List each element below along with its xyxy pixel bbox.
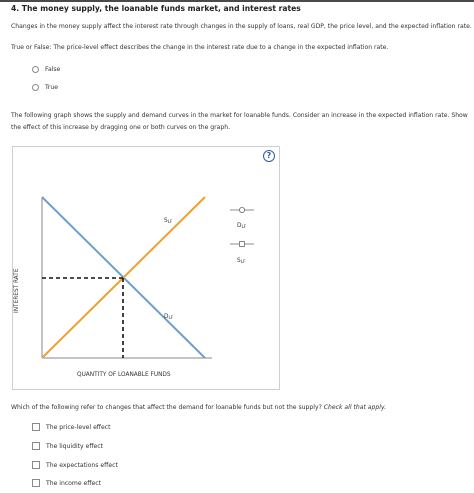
q1-option-label: False [45, 66, 61, 73]
graph-instructions-line2: the effect of this increase by dragging one or both curves on the graph. [11, 124, 231, 131]
help-icon[interactable]: ? [263, 150, 275, 162]
q2-option-liquidity[interactable] [32, 442, 103, 450]
checkbox[interactable] [32, 442, 40, 450]
q2-option-label: The expectations effect [46, 461, 118, 469]
y-axis-label: INTEREST RATE [14, 268, 20, 313]
q2-prompt: Which of the following refer to changes that affect the demand for loanable funds but not the supply? Check all that apply. [11, 404, 387, 411]
q2-option-label: The price-level effect [46, 423, 111, 431]
q2-option-price-level[interactable] [32, 423, 111, 431]
q1-option-label: True [45, 84, 58, 91]
intro-text: Changes in the money supply affect the interest rate through changes in the supply of loans, real GDP, the price level, and the expected inflation rate. [11, 23, 472, 30]
checkbox[interactable] [32, 479, 40, 487]
graph-instructions-line1: The following graph shows the supply and demand curves in the market for loanable funds. Consider an increase in the expected inflation rate. Show [11, 112, 468, 119]
question-title: 4. The money supply, the loanable funds market, and interest rates [11, 4, 301, 13]
q2-option-income[interactable] [32, 479, 101, 487]
legend-demand-label: DLF [237, 223, 247, 229]
checkbox[interactable] [32, 461, 40, 469]
supply-curve-label: SLF [164, 218, 173, 224]
demand-curve-label: DLF [164, 314, 174, 320]
q2-hint: Check all that apply. [323, 404, 387, 411]
q1-prompt: True or False: The price-level effect describes the change in the interest rate due to a change in the expected inflation rate. [11, 44, 389, 51]
legend-supply-label: SLF [237, 258, 246, 264]
legend-supply-marker[interactable] [230, 242, 254, 247]
q2-option-label: The liquidity effect [46, 442, 104, 450]
q2-option-expectations[interactable] [32, 461, 118, 469]
q2-option-label: The income effect [46, 479, 101, 487]
checkbox[interactable] [32, 423, 40, 431]
legend-demand-marker[interactable] [230, 207, 254, 212]
x-axis-label: QUANTITY OF LOANABLE FUNDS [77, 372, 171, 378]
